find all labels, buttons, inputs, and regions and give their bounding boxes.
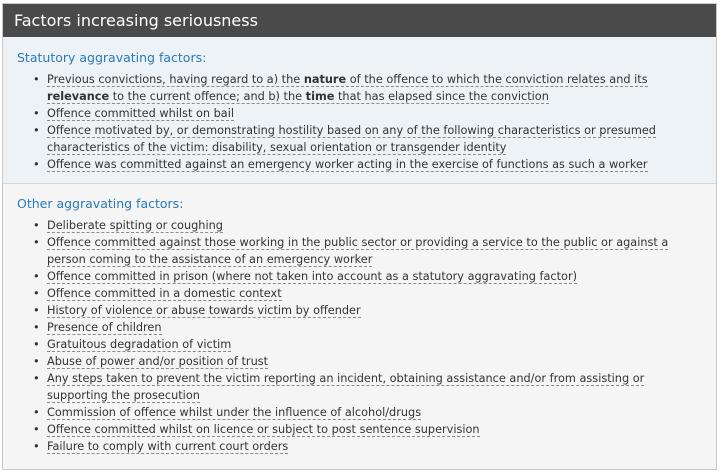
panel-title: Factors increasing seriousness <box>14 11 258 30</box>
other-title: Other aggravating factors: <box>17 196 184 211</box>
list-item-text[interactable]: Failure to comply with current court orders <box>47 440 289 453</box>
list-item[interactable] <box>17 71 706 105</box>
list-item-text[interactable]: Offence was committed against an emergency worker acting in the exercise of functions as such a worker <box>47 158 648 171</box>
statutory-list <box>17 71 706 173</box>
other-list <box>17 217 706 455</box>
list-item[interactable] <box>17 336 706 353</box>
list-item[interactable] <box>17 319 706 336</box>
list-item-text[interactable]: Offence motivated by, or demonstrating hostility based on any of the following characteristics or presumed characteristics of the victim: disability, sexual orientation or transgender identity <box>47 124 656 154</box>
list-item[interactable] <box>17 234 706 268</box>
list-item-text[interactable]: Gratuitous degradation of victim <box>47 338 232 351</box>
list-item-text[interactable]: Abuse of power and/or position of trust <box>47 355 269 368</box>
list-item[interactable] <box>17 285 706 302</box>
statutory-title: Statutory aggravating factors: <box>17 50 207 65</box>
list-item[interactable] <box>17 122 706 156</box>
list-item[interactable] <box>17 217 706 234</box>
statutory-section <box>3 37 716 184</box>
panel-header <box>3 4 716 37</box>
factors-panel <box>2 3 717 470</box>
list-item-text[interactable]: Offence committed against those working in the public sector or providing a service to the public or against a person coming to the assistance of an emergency worker <box>47 236 669 266</box>
list-item-text[interactable]: Offence committed whilst on licence or subject to post sentence supervision <box>47 423 480 436</box>
list-item-text[interactable]: Presence of children <box>47 321 162 334</box>
list-item[interactable] <box>17 404 706 421</box>
list-item-text[interactable]: Offence committed whilst on bail <box>47 107 234 120</box>
other-section <box>3 184 716 455</box>
list-item[interactable] <box>17 353 706 370</box>
list-item-text[interactable]: History of violence or abuse towards victim by offender <box>47 304 361 317</box>
list-item[interactable] <box>17 438 706 455</box>
list-item-text[interactable]: Commission of offence whilst under the influence of alcohol/drugs <box>47 406 422 419</box>
list-item-text[interactable]: Offence committed in prison (where not taken into account as a statutory aggravating factor) <box>47 270 578 283</box>
list-item-text[interactable]: Any steps taken to prevent the victim reporting an incident, obtaining assistance and/or from assisting or supporting the prosecution <box>47 372 645 402</box>
list-item[interactable] <box>17 105 706 122</box>
list-item[interactable] <box>17 156 706 173</box>
list-item[interactable] <box>17 268 706 285</box>
list-item[interactable] <box>17 302 706 319</box>
list-item[interactable] <box>17 370 706 404</box>
list-item-text[interactable]: Deliberate spitting or coughing <box>47 219 223 232</box>
previous-convictions-text[interactable]: Previous convictions, having regard to a) the nature of the offence to which the conviction relates and its relevance to the current offence; and b) the time that has elapsed since the conviction <box>47 73 648 103</box>
list-item[interactable] <box>17 421 706 438</box>
list-item-text[interactable]: Offence committed in a domestic context <box>47 287 282 300</box>
